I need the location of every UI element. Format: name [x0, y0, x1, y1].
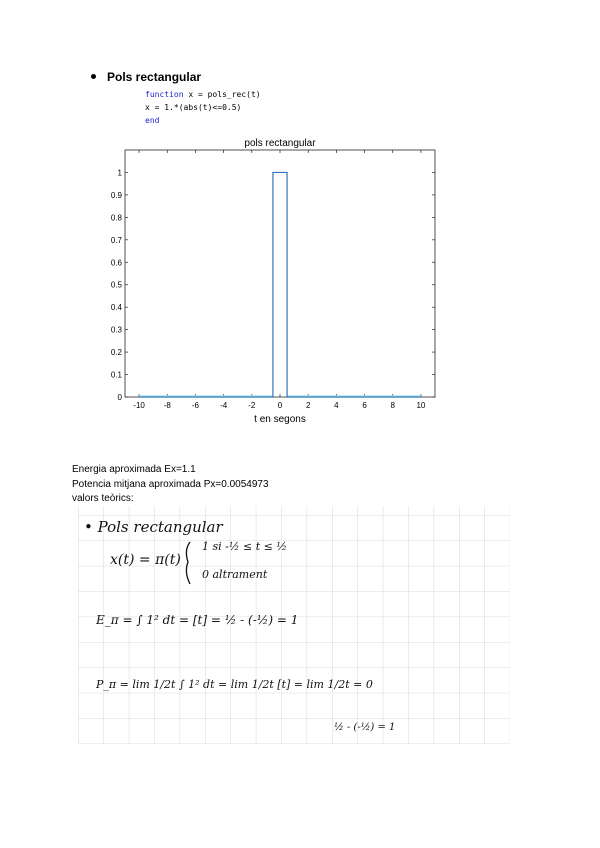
chart-title: pols rectangular: [244, 138, 316, 149]
handwritten-line-4: E_π = ∫ 1² dt = [t] = ½ - (-½) = 1: [96, 613, 299, 627]
code-line-1: [145, 88, 261, 101]
code-line-1-rest: x = pols_rec(t): [183, 90, 261, 99]
x-tick-label: -8: [163, 401, 171, 410]
handwritten-line-2b: 1 si -½ ≤ t ≤ ½: [202, 540, 288, 553]
code-block: [145, 88, 261, 127]
code-line-3: [145, 114, 261, 127]
x-axis-label: t en segons: [254, 414, 306, 425]
handwritten-notes-image: [78, 506, 510, 744]
y-tick-label: 0.7: [110, 235, 122, 245]
y-tick-label: 0.9: [110, 190, 122, 200]
y-tick-label: 1: [117, 168, 122, 178]
x-tick-label: -4: [220, 401, 228, 410]
x-tick-label: 4: [334, 401, 339, 410]
y-tick-label: 0: [117, 393, 122, 402]
code-keyword-function: function: [145, 90, 184, 99]
x-tick-label: 6: [362, 401, 367, 410]
plot-frame: [125, 150, 435, 397]
x-tick-label: 8: [390, 401, 395, 410]
section-heading: [91, 70, 201, 84]
x-tick-label: 2: [305, 401, 311, 410]
bullet-icon: [91, 74, 96, 79]
y-tick-label: 0.4: [110, 303, 122, 313]
code-keyword-end: end: [145, 116, 160, 125]
handwritten-line-3: 0 altrament: [202, 568, 268, 581]
y-tick-label: 0.5: [110, 280, 122, 290]
energy-result: Energia aproximada Ex=1.1: [72, 464, 196, 475]
y-tick-label: 0.2: [110, 348, 122, 358]
handwritten-line-1: • Pols rectangular: [84, 518, 223, 536]
y-tick-label: 0.8: [110, 213, 122, 223]
theory-label: valors teòrics:: [72, 493, 134, 504]
pulse-chart: [100, 132, 450, 432]
handwritten-line-2a: x(t) = π(t): [110, 552, 181, 568]
section-heading-text: Pols rectangular: [107, 70, 202, 84]
y-tick-label: 0.3: [110, 325, 122, 335]
handwritten-line-5: P_π = lim 1/2t ∫ 1² dt = lim 1/2t [t] = lim 1/2t = 0: [96, 678, 373, 691]
power-result: Potencia mitjana aproximada Px=0.0054973: [72, 479, 269, 490]
x-tick-label: -2: [248, 401, 256, 410]
y-tick-label: 0.1: [110, 370, 122, 380]
y-tick-label: 0.6: [110, 258, 122, 268]
x-tick-label: 10: [416, 401, 426, 410]
handwritten-line-6: ½ - (-½) = 1: [334, 722, 396, 733]
x-tick-label: 0: [277, 401, 283, 410]
x-tick-label: -10: [133, 401, 145, 410]
code-line-2: x = 1.*(abs(t)<=0.5): [145, 103, 242, 112]
x-tick-label: -6: [191, 401, 200, 410]
